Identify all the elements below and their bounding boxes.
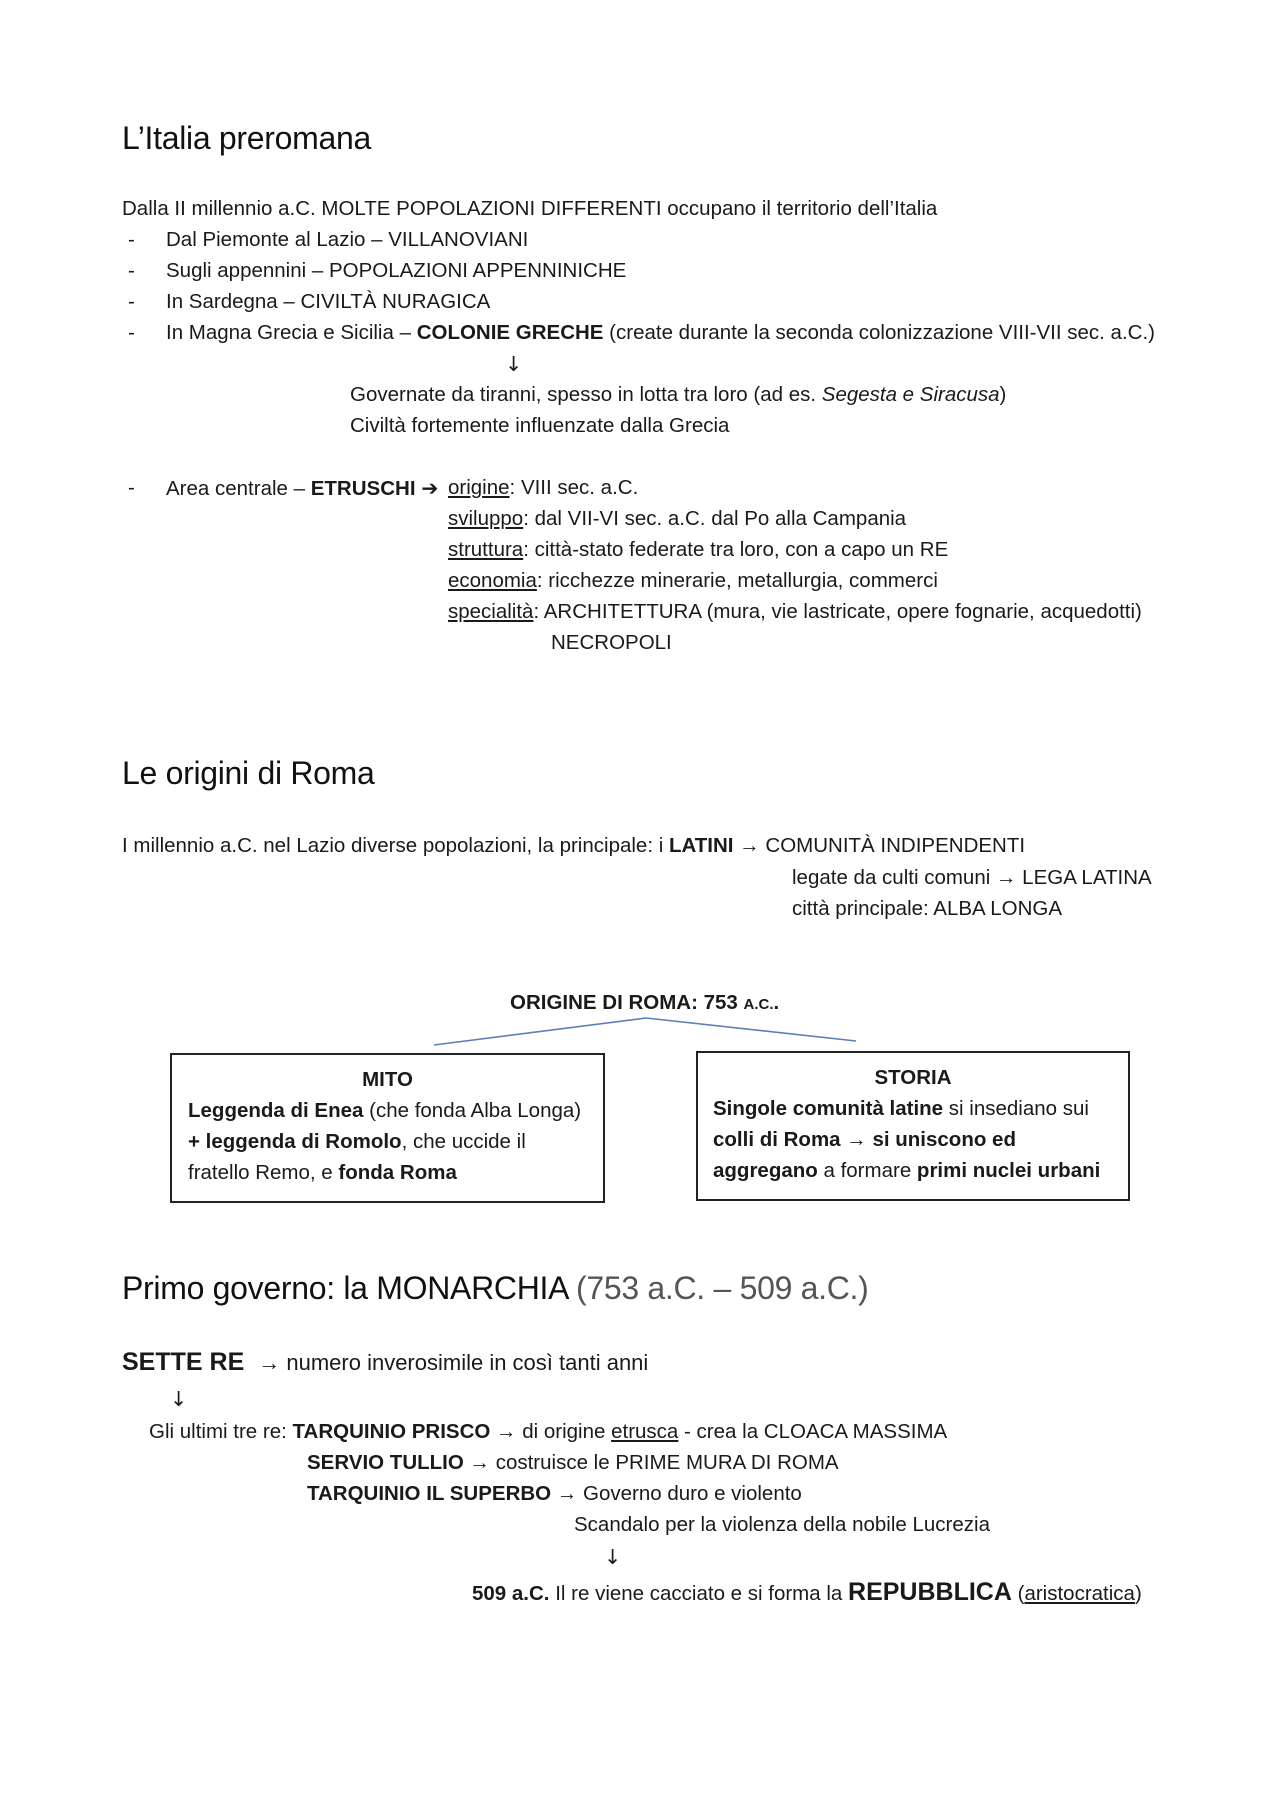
mito-box <box>170 1053 605 1203</box>
etruschi-sviluppo: sviluppo: dal VII-VI sec. a.C. dal Po alla Campania <box>448 507 907 530</box>
bullet-dash: - <box>128 290 135 313</box>
etruschi-line: Area centrale – ETRUSCHI ➔ <box>166 476 439 500</box>
section-title-monarchia: Primo governo: la MONARCHIA (753 a.C. – 509 a.C.) <box>122 1270 869 1306</box>
arrow-right-icon: ➔ <box>421 476 439 500</box>
bullet-dash: - <box>128 321 135 344</box>
intro-text: Dalla II millennio a.C. MOLTE POPOLAZIONI DIFFERENTI occupano il territorio dell’Italia <box>122 197 938 220</box>
section-title-italia-preromana: L’Italia preromana <box>122 120 371 156</box>
alba-longa-line: città principale: ALBA LONGA <box>792 897 1063 920</box>
connector-line-storia <box>646 1018 856 1041</box>
bullet-colonie-greche: In Magna Grecia e Sicilia – COLONIE GRECHE (create durante la seconda colonizzazione VIII-VII sec. a.C.) <box>166 321 1155 344</box>
down-arrow-icon: ↓ <box>604 1545 622 1569</box>
down-arrow-icon: ↓ <box>505 352 523 376</box>
mito-line-3: fratello Remo, e fonda Roma <box>188 1161 457 1184</box>
storia-line-1: Singole comunità latine si insediano sui <box>713 1097 1089 1120</box>
down-arrow-icon: ↓ <box>170 1387 188 1411</box>
mito-line-1: Leggenda di Enea (che fonda Alba Longa) <box>188 1099 582 1122</box>
etruschi-origine: origine: VIII sec. a.C. <box>448 476 639 499</box>
repubblica-line: 509 a.C. Il re viene cacciato e si forma la REPUBBLICA (aristocratica) <box>472 1578 1142 1606</box>
tarquinio-superbo-line: TARQUINIO IL SUPERBO → Governo duro e violento <box>307 1482 802 1505</box>
etruschi-economia: economia: ricchezze minerarie, metallurgia, commerci <box>448 569 938 592</box>
etruschi-specialita: specialità: ARCHITETTURA (mura, vie lastricate, opere fognarie, acquedotti) <box>448 600 1142 623</box>
mito-title: MITO <box>362 1068 413 1091</box>
mito-line-2: + leggenda di Romolo, che uccide il <box>188 1130 526 1153</box>
bullet-dash: - <box>128 228 135 251</box>
bullet-dash: - <box>128 259 135 282</box>
origine-roma-title: ORIGINE DI ROMA: 753 A.C.. <box>510 991 780 1014</box>
governate-text: Governate da tiranni, spesso in lotta tra loro (ad es. Segesta e Siracusa) <box>350 383 1007 406</box>
section-title-origini-roma: Le origini di Roma <box>122 755 375 791</box>
etruschi-struttura: struttura: città-stato federate tra loro, con a capo un RE <box>448 538 949 561</box>
latini-line: I millennio a.C. nel Lazio diverse popolazioni, la principale: i LATINI → COMUNITÀ INDIPENDENTI <box>122 834 1026 857</box>
bullet-nuragica: In Sardegna – CIVILTÀ NURAGICA <box>166 290 491 313</box>
bullet-appenniniche: Sugli appennini – POPOLAZIONI APPENNINICHE <box>166 259 627 282</box>
lega-latina-line: legate da culti comuni → LEGA LATINA <box>792 866 1152 889</box>
storia-line-2: colli di Roma → si uniscono ed <box>713 1128 1016 1151</box>
storia-box <box>696 1051 1130 1201</box>
connector-line-mito <box>434 1018 646 1045</box>
servio-tullio-line: SERVIO TULLIO → costruisce le PRIME MURA DI ROMA <box>307 1451 839 1474</box>
tarquinio-prisco-line: Gli ultimi tre re: TARQUINIO PRISCO → di origine etrusca - crea la CLOACA MASSIMA <box>149 1420 948 1443</box>
storia-line-3: aggregano a formare primi nuclei urbani <box>713 1159 1101 1182</box>
sette-re-line: SETTE RE → numero inverosimile in così tanti anni <box>122 1348 649 1376</box>
necropoli-text: NECROPOLI <box>551 631 672 654</box>
bullet-villanoviani: Dal Piemonte al Lazio – VILLANOVIANI <box>166 228 529 251</box>
scandalo-line: Scandalo per la violenza della nobile Lucrezia <box>574 1513 990 1536</box>
civilta-text: Civiltà fortemente influenzate dalla Grecia <box>350 414 730 437</box>
storia-title: STORIA <box>874 1066 952 1089</box>
bullet-dash: - <box>128 476 135 499</box>
